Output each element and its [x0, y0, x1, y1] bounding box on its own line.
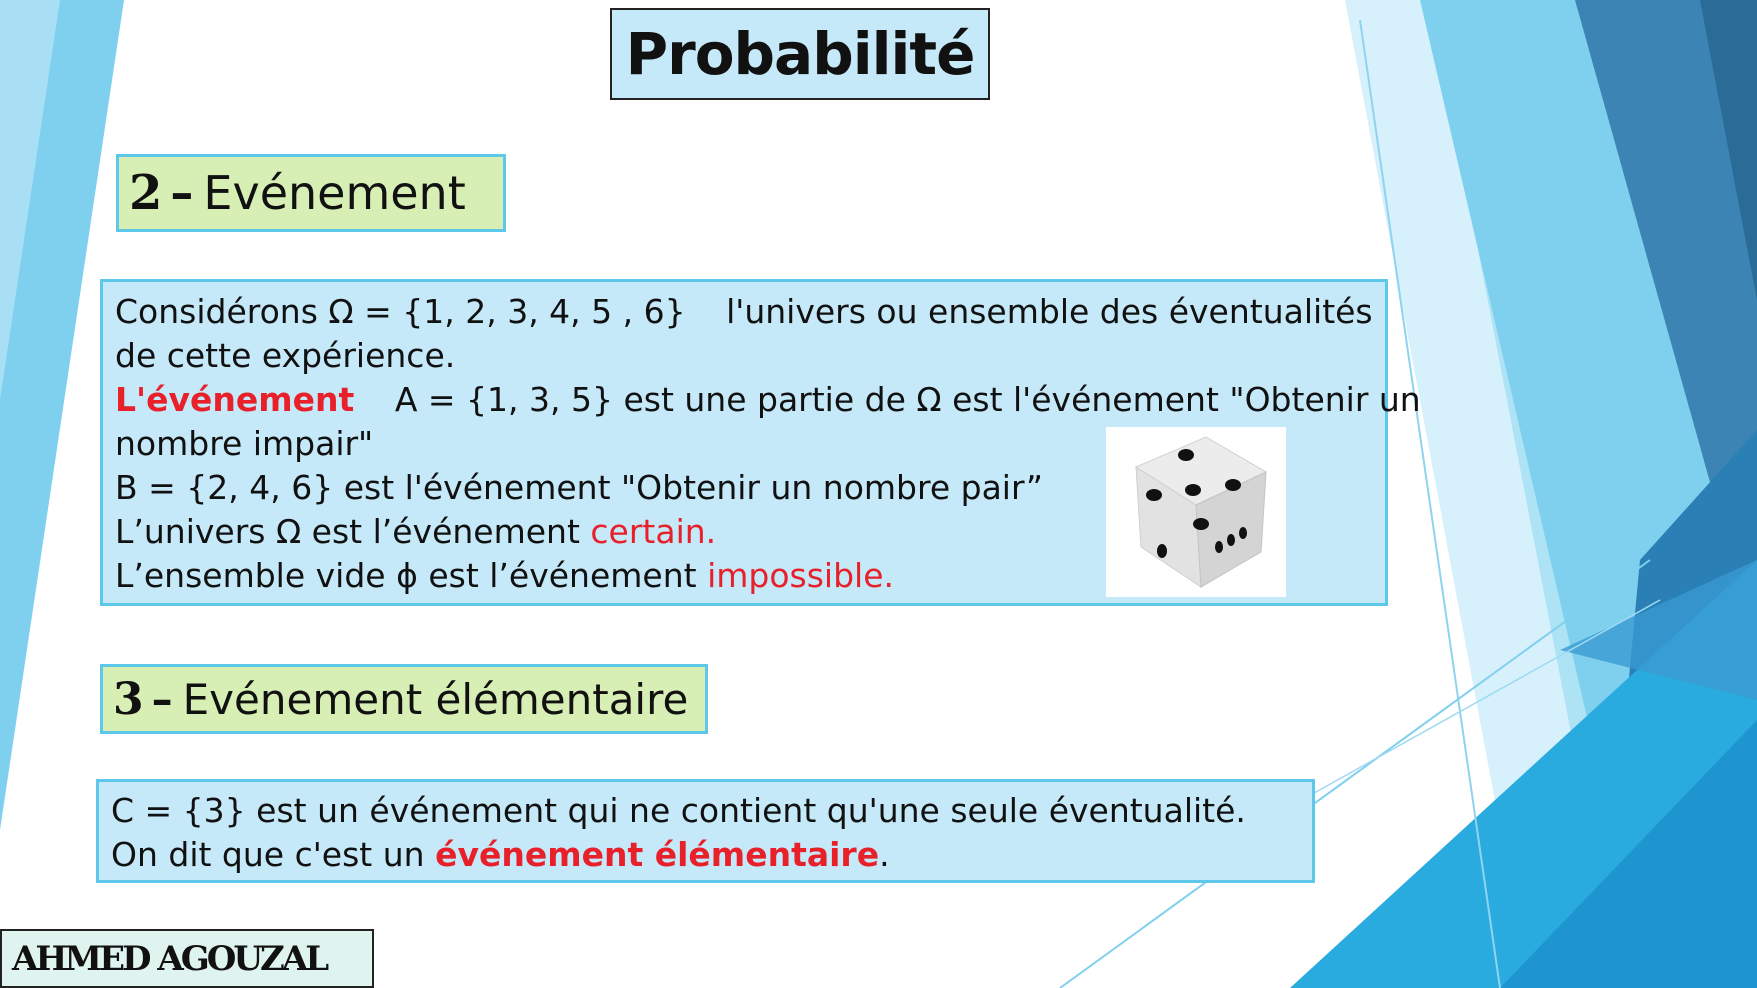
- definition-box-evenement-elementaire: [96, 779, 1315, 883]
- author-label: AHMED AGOUZAL: [0, 929, 374, 988]
- section-dash: –: [170, 166, 194, 220]
- text-span: A = {1, 3, 5} est une partie de Ω est l'événement "Obtenir un: [394, 380, 1421, 419]
- section-dash: –: [151, 674, 173, 724]
- section-number: 3: [113, 673, 144, 725]
- highlight-impossible: impossible.: [707, 556, 894, 595]
- text-span: .: [879, 835, 890, 874]
- section-label: Evénement élémentaire: [182, 674, 689, 724]
- text-line: nombre impair": [115, 424, 374, 463]
- section-heading-evenement: [116, 154, 506, 232]
- section-label: Evénement: [203, 166, 466, 220]
- text-span: L’ensemble vide ϕ est l’événement: [115, 556, 697, 595]
- text-span: l'univers ou ensemble des éventualités: [726, 292, 1373, 331]
- text-line: [111, 833, 1300, 877]
- text-line: [115, 290, 1373, 334]
- highlight-certain: certain.: [590, 512, 717, 551]
- page-title: Probabilité: [610, 8, 990, 100]
- dice-icon: [1106, 427, 1286, 597]
- text-line: C = {3} est un événement qui ne contient qu'une seule éventualité.: [111, 791, 1246, 830]
- text-span: On dit que c'est un: [111, 835, 425, 874]
- text-span: Considérons: [115, 292, 318, 331]
- text-line: B = {2, 4, 6} est l'événement "Obtenir un nombre pair”: [115, 468, 1044, 507]
- section-number: 2: [129, 165, 163, 221]
- text-line: de cette expérience.: [115, 336, 456, 375]
- text-span: L’univers Ω est l’événement: [115, 512, 580, 551]
- highlight-evenement-elementaire: événement élémentaire: [435, 835, 880, 874]
- text-line: [115, 378, 1421, 422]
- section-heading-evenement-elementaire: [100, 664, 708, 734]
- highlight-evenement: L'événement: [115, 380, 355, 419]
- omega-set: Ω = {1, 2, 3, 4, 5 , 6}: [328, 292, 686, 331]
